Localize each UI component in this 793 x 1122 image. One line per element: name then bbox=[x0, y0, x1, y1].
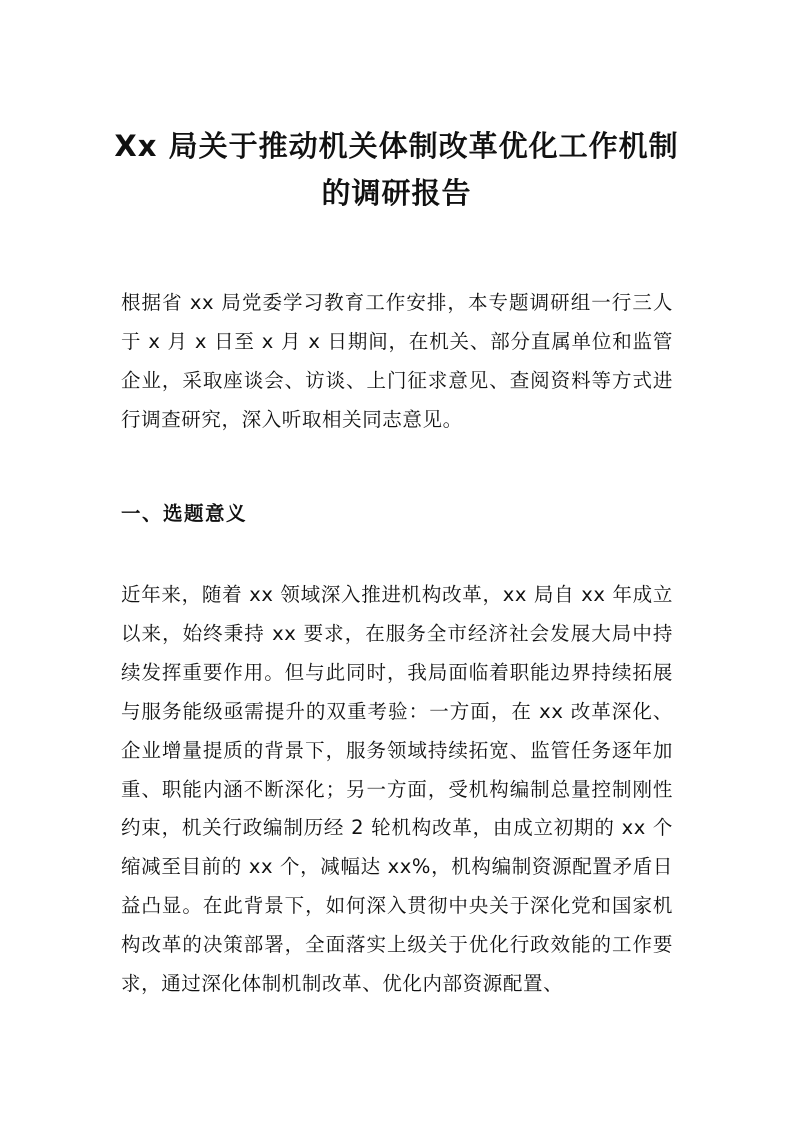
section-1-paragraph: 近年来，随着 xx 领域深入推进机构改革，xx 局自 xx 年成立以来，始终秉持 xx 要求，在服务全市经济社会发展大局中持续发挥重要作用。但与此同时，我局面临着职能边界持续拓展与服务能级亟需提升的双重考验：一方面，在 xx 改革深化、企业增量提质的背景下，服务领域持续拓宽、监管任务逐年加重、职能内涵不断深化；另一方面，受机构编制总量控制刚性约束，机关行政编制历经 2 轮机构改革，由成立初期的 xx 个缩减至目前的 xx 个，减幅达 xx%，机构编制资源配置矛盾日益凸显。在此背景下，如何深入贯彻中央关于深化党和国家机构改革的决策部署，全面落实上级关于优化行政效能的工作要求，通过深化体制机制改革、优化内部资源配置、 bbox=[121, 583, 673, 996]
report-title-line-2: 的调研报告 bbox=[321, 176, 472, 210]
report-title-line-1: Xx 局关于推动机关体制改革优化工作机制 bbox=[114, 129, 679, 163]
section-1-heading: 一、选题意义 bbox=[121, 502, 248, 525]
intro-paragraph: 根据省 xx 局党委学习教育工作安排，本专题调研组一行三人于 x 月 x 日至 x 月 x 日期间，在机关、部分直属单位和监管企业，采取座谈会、访谈、上门征求意见、查阅资料等方式进行调查研究，深入听取相关同志意见。 bbox=[121, 291, 673, 431]
